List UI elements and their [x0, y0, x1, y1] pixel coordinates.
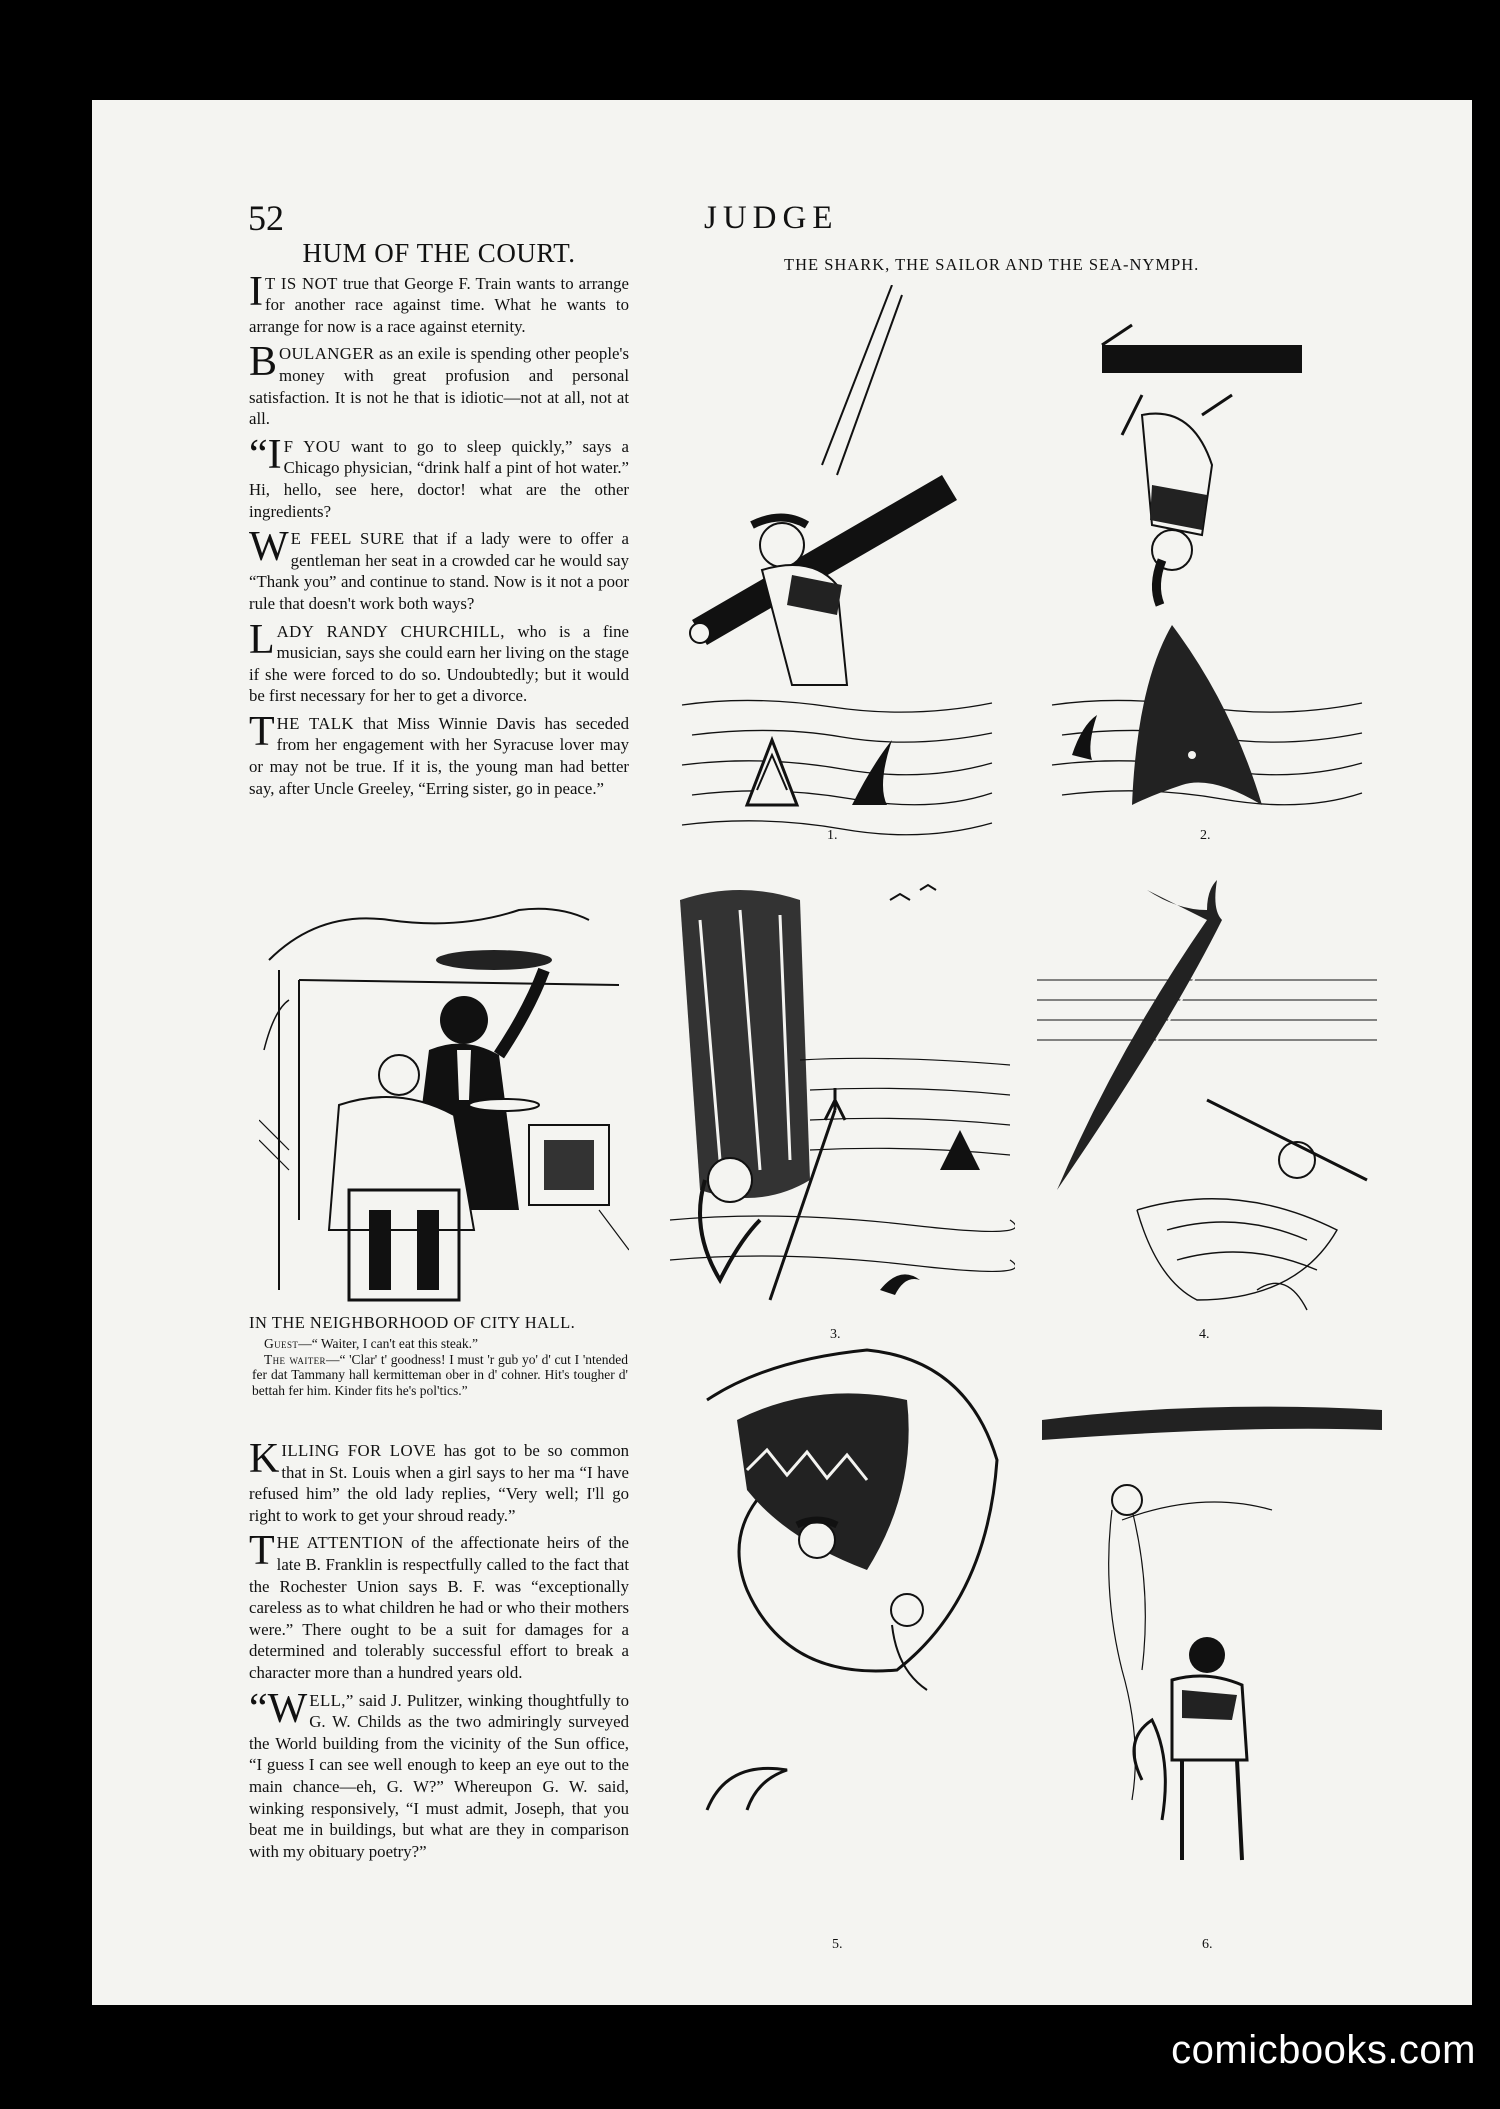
panel-5-illustration	[667, 1340, 1017, 1940]
panel-4-illustration	[1037, 880, 1377, 1330]
panel-1-illustration	[672, 285, 1002, 905]
cartoon-dialogue	[252, 1336, 628, 1398]
site-watermark: comicbooks.com	[1171, 2028, 1476, 2072]
masthead: JUDGE	[704, 200, 839, 236]
panel-3-number: 3.	[830, 1327, 841, 1342]
paragraph: W E FEEL SURE that if a lady were to offer a gentleman her seat in a crowded car he would say “Thank you” and continue to stand. Now is it not a poor rule that doesn't work both ways?	[249, 524, 629, 613]
paragraph: KILLING FOR LOVE has got to be so common that in St. Louis when a girl says to her ma “I have refused him” the old lady replies, “Very well; I'll go right to work to get your shroud ready.”	[249, 1436, 629, 1525]
cartoon-caption-title: IN THE NEIGHBORHOOD OF CITY HALL.	[249, 1313, 576, 1332]
paragraph: BOULANGER as an exile is spending other people's money with great profusion and personal satisfaction. It is not he that is idiotic—not at all, not at all.	[249, 339, 629, 429]
hum-of-the-court-column	[249, 238, 629, 805]
paragraph: THE ATTENTION of the affectionate heirs of the late B. Franklin is respectfully called to the fact that the Rochester Union says B. F. was “exceptionally careless as to what children he had or who their mothers were.” There ought to be a suit for damages for a determined and tolerably successful effort to break a character more than a hundred years old.	[249, 1528, 629, 1682]
cartoon-series-title: THE SHARK, THE SAILOR AND THE SEA-NYMPH.	[784, 255, 1200, 274]
panel-6-illustration	[1042, 1340, 1382, 1940]
panel-2-illustration	[1042, 285, 1372, 905]
column-heading: HUM OF THE COURT.	[302, 238, 576, 268]
panel-2-number: 2.	[1200, 828, 1211, 843]
waiter-guest-drawing	[259, 890, 629, 1308]
panel-3-illustration	[660, 880, 1015, 1330]
waiter-line: The waiter—“ 'Clar' t' goodness! I must 'r gub yo' d' cut I 'ntended fer dat Tammany hall kermitteman ober in d' cohner. Hit's tougher d' bettah fer him. Kinder fits he's pol'tics.”	[252, 1351, 628, 1398]
paragraph: THE TALK that Miss Winnie Davis has seceded from her engagement with her Syracuse lover may or may not be true. If it is, the young man had better say, after Uncle Greeley, “Erring sister, go in peace.”	[249, 708, 629, 798]
paragraph: I T IS NOT true that George F. Train wants to arrange for another race against time. What he wants to arrange for now is a race against eternity.	[249, 268, 629, 336]
paragraph: LADY RANDY CHURCHILL, who is a fine musician, says she could earn her living on the stage if she were forced to do so. Undoubtedly; but it would be first necessary for her to get a divorce.	[249, 616, 629, 706]
paragraph: “I F YOU want to go to sleep quickly,” says a Chicago physician, “drink half a pint of hot water.” Hi, hello, see here, doctor! what are the other ingredients?	[249, 431, 629, 521]
paragraph: “WELL,” said J. Pulitzer, winking thoughtfully to G. W. Childs as the two admiringly surveyed the World building from the vicinity of the Sun office, “I guess I can see well enough to keep an eye out to the main chance—eh, G. W?” Whereupon G. W. said, winking responsively, “I must admit, Joseph, that you beat me in buildings, but what are they in comparison with my obituary poetry?”	[249, 1685, 629, 1861]
magazine-page	[92, 100, 1472, 2005]
page-number: 52	[248, 198, 284, 238]
panel-4-number: 4.	[1199, 1327, 1210, 1342]
panel-5-number: 5.	[832, 1937, 843, 1952]
guest-line: Guest—“ Waiter, I can't eat this steak.”	[264, 1336, 478, 1351]
panel-6-number: 6.	[1202, 1937, 1213, 1952]
panel-1-number: 1.	[827, 828, 838, 843]
bottom-text-column	[249, 1436, 629, 1868]
city-hall-cartoon-illustration	[259, 890, 629, 1308]
